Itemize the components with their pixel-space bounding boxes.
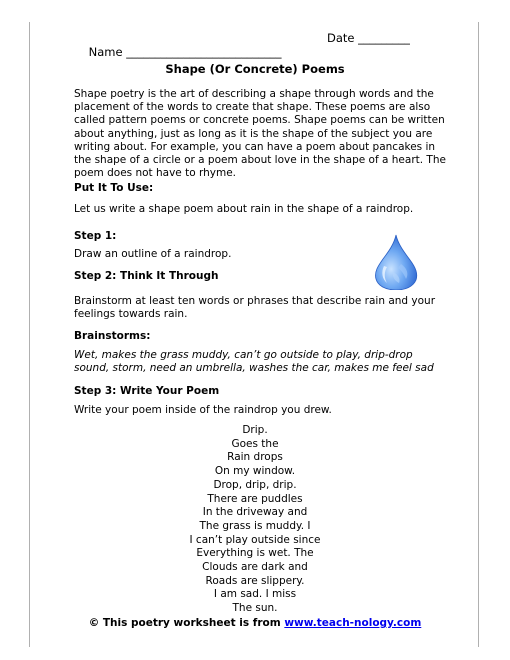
poem-line: Clouds are dark and bbox=[202, 561, 308, 574]
poem-line: Drip. bbox=[242, 424, 268, 436]
step3-text: Write your poem inside of the raindrop you drew. bbox=[74, 404, 332, 416]
poem-block bbox=[0, 424, 510, 616]
step1-text: Draw an outline of a raindrop. bbox=[74, 248, 232, 260]
put-it-to-use-text: Let us write a shape poem about rain in the shape of a raindrop. bbox=[74, 203, 414, 215]
raindrop-icon bbox=[371, 234, 421, 290]
footer-credit bbox=[0, 617, 510, 629]
step1-heading: Step 1: bbox=[74, 230, 117, 242]
poem-line: The sun. bbox=[232, 602, 278, 615]
poem-line: Everything is wet. The bbox=[196, 547, 314, 560]
poem-line: Goes the bbox=[231, 437, 279, 450]
poem-line: The grass is muddy. I bbox=[199, 519, 311, 532]
poem-line: I can’t play outside since bbox=[189, 533, 321, 546]
poem-line: There are puddles bbox=[207, 492, 303, 505]
put-it-to-use-heading: Put It To Use: bbox=[74, 182, 154, 194]
intro-paragraph: Shape poetry is the art of describing a shape through words and the placement of the words to create that shape. These poems are also called pattern poems or concrete poems. Shape poems can be written about anything, just as long as it is the shape of the subject you are writing about. For example, you can have a poem about pancakes in the shape of a circle or a poem about love in the shape of a heart. The poem does not have to rhyme. bbox=[74, 88, 446, 180]
poem-line: Drop, drip, drip. bbox=[213, 478, 297, 491]
footer-prefix: © This poetry worksheet is from bbox=[88, 617, 285, 629]
date-field: Date _________ bbox=[327, 31, 410, 45]
name-field: Name ___________________________ bbox=[88, 45, 282, 59]
poem-line: On my window. bbox=[214, 465, 296, 478]
page-title: Shape (Or Concrete) Poems bbox=[165, 62, 345, 76]
poem-line: Roads are slippery. bbox=[205, 574, 305, 587]
brainstorms-heading: Brainstorms: bbox=[74, 330, 151, 342]
footer-link[interactable]: www.teach-nology.com bbox=[284, 617, 422, 629]
step2-text: Brainstorm at least ten words or phrases that describe rain and your feelings towards rain. bbox=[74, 295, 436, 321]
header-row bbox=[74, 31, 410, 87]
poem-line: In the driveway and bbox=[202, 506, 308, 519]
step2-heading: Step 2: Think It Through bbox=[74, 270, 219, 282]
poem-line: I am sad. I miss bbox=[213, 588, 297, 601]
step3-heading: Step 3: Write Your Poem bbox=[74, 385, 220, 397]
poem-line: Rain drops bbox=[227, 451, 283, 464]
brainstorms-text: Wet, makes the grass muddy, can’t go outside to play, drip-drop sound, storm, need an umbrella, washes the car, makes me feel sad bbox=[74, 349, 434, 375]
